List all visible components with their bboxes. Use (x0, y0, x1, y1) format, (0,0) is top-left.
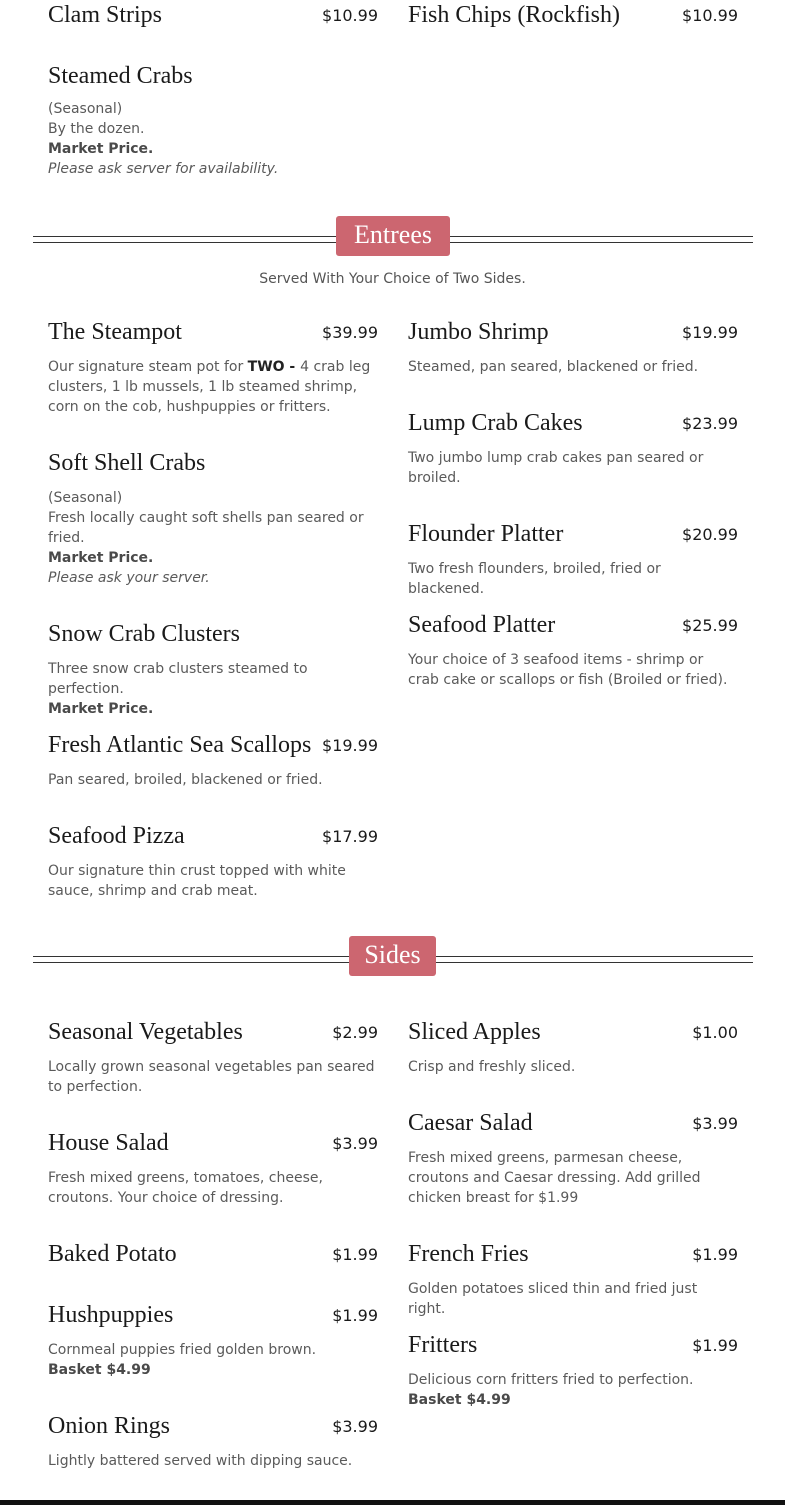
item-name: Sliced Apples (408, 1019, 541, 1045)
menu-item-house-salad (48, 1128, 378, 1208)
item-description: Our signature steam pot for TWO - 4 crab leg clusters, 1 lb mussels, 1 lb steamed shrimp, corn on the cob, hushpuppies or fritters. (48, 359, 371, 415)
item-description: Crisp and freshly sliced. (408, 1059, 576, 1075)
item-price: $17.99 (322, 827, 378, 846)
menu-item-soft-shell-crabs (48, 448, 378, 588)
market-price: Market Price. (48, 141, 154, 157)
menu-item-hushpuppies (48, 1300, 378, 1380)
item-name: Steamed Crabs (48, 63, 193, 89)
item-description: (Seasonal) Fresh locally caught soft shells pan seared or fried. Market Price. Please ask your server. (48, 490, 364, 586)
item-name: Seasonal Vegetables (48, 1019, 243, 1045)
menu-item-steampot (48, 317, 378, 417)
item-price: $2.99 (332, 1023, 378, 1042)
menu-item-sea-scallops (48, 730, 378, 790)
item-price: $10.99 (682, 6, 738, 25)
bottom-border (0, 1500, 785, 1505)
item-name: Jumbo Shrimp (408, 319, 549, 345)
menu-item-seafood-pizza (48, 821, 378, 901)
item-price: $10.99 (322, 6, 378, 25)
item-price: $25.99 (682, 616, 738, 635)
item-price: $19.99 (322, 736, 378, 755)
market-price: Market Price. (48, 701, 154, 717)
availability-note: Please ask server for availability. (48, 161, 279, 177)
item-name: French Fries (408, 1241, 529, 1267)
menu-item-flounder-platter (408, 519, 738, 599)
menu-item-baked-potato (48, 1239, 378, 1273)
item-description: Delicious corn fritters fried to perfection. Basket $4.99 (408, 1372, 694, 1408)
menu-item-clam-strips (48, 0, 378, 34)
market-price: Market Price. (48, 550, 154, 566)
item-name: Baked Potato (48, 1241, 177, 1267)
item-name: Hushpuppies (48, 1302, 174, 1328)
item-name: Onion Rings (48, 1413, 171, 1439)
section-title-entrees: Entrees (336, 216, 450, 256)
seasonal-note: (Seasonal) (48, 101, 123, 117)
item-name: Fish Chips (Rockfish) (408, 2, 621, 28)
item-price: $1.99 (692, 1336, 738, 1355)
item-description: Your choice of 3 seafood items - shrimp or crab cake or scallops or fish (Broiled or fried). (408, 652, 728, 688)
item-name: Caesar Salad (408, 1110, 533, 1136)
item-name: Clam Strips (48, 2, 163, 28)
entrees-subtitle: Served With Your Choice of Two Sides. (259, 271, 526, 287)
item-description: Our signature thin crust topped with white sauce, shrimp and crab meat. (48, 863, 346, 899)
menu-item-jumbo-shrimp (408, 317, 738, 377)
item-description: Two jumbo lump crab cakes pan seared or broiled. (408, 450, 704, 486)
item-price: $39.99 (322, 323, 378, 342)
item-price: $1.99 (692, 1245, 738, 1264)
item-description: Three snow crab clusters steamed to perfection. Market Price. (48, 661, 308, 717)
item-name: The Steampot (48, 319, 182, 345)
item-price: $3.99 (692, 1114, 738, 1133)
item-description: Two fresh flounders, broiled, fried or blackened. (408, 561, 661, 597)
item-description: Steamed, pan seared, blackened or fried. (408, 359, 699, 375)
menu-item-seasonal-vegetables (48, 1017, 378, 1097)
menu-item-caesar-salad (408, 1108, 738, 1208)
menu-item-snow-crab-clusters (48, 619, 378, 719)
item-name: Fritters (408, 1332, 478, 1358)
menu-item-fritters (408, 1330, 738, 1410)
item-description: Lightly battered served with dipping sauce. (48, 1453, 353, 1469)
menu-item-french-fries (408, 1239, 738, 1319)
item-price: $20.99 (682, 525, 738, 544)
item-description: Locally grown seasonal vegetables pan seared to perfection. (48, 1059, 375, 1095)
menu-item-sliced-apples (408, 1017, 738, 1077)
item-description: Fresh mixed greens, tomatoes, cheese, croutons. Your choice of dressing. (48, 1170, 323, 1206)
item-description: Golden potatoes sliced thin and fried just right. (408, 1281, 698, 1317)
item-price: $23.99 (682, 414, 738, 433)
menu-item-lump-crab-cakes (408, 408, 738, 488)
menu-item-onion-rings (48, 1411, 378, 1471)
item-name: House Salad (48, 1130, 169, 1156)
menu-item-seafood-platter (408, 610, 738, 690)
item-name: Soft Shell Crabs (48, 450, 206, 476)
item-description (48, 99, 378, 179)
item-description: Pan seared, broiled, blackened or fried. (48, 772, 323, 788)
item-price: $3.99 (332, 1417, 378, 1436)
item-price: $1.99 (332, 1245, 378, 1264)
item-name: Fresh Atlantic Sea Scallops (48, 732, 312, 758)
item-description: Fresh mixed greens, parmesan cheese, croutons and Caesar dressing. Add grilled chicken breast for $1.99 (408, 1150, 701, 1206)
quantity-note: By the dozen. (48, 121, 145, 137)
basket-price: Basket $4.99 (48, 1362, 151, 1378)
basket-price: Basket $4.99 (408, 1392, 511, 1408)
section-title-sides: Sides (349, 936, 436, 976)
item-price: $1.00 (692, 1023, 738, 1042)
item-price: $3.99 (332, 1134, 378, 1153)
item-name: Lump Crab Cakes (408, 410, 583, 436)
item-name: Seafood Platter (408, 612, 556, 638)
menu-item-steamed-crabs (48, 61, 378, 179)
item-description: Cornmeal puppies fried golden brown. Basket $4.99 (48, 1342, 317, 1378)
menu-item-fish-chips (408, 0, 738, 34)
item-name: Snow Crab Clusters (48, 621, 240, 647)
item-price: $19.99 (682, 323, 738, 342)
item-name: Flounder Platter (408, 521, 564, 547)
item-price: $1.99 (332, 1306, 378, 1325)
item-name: Seafood Pizza (48, 823, 185, 849)
